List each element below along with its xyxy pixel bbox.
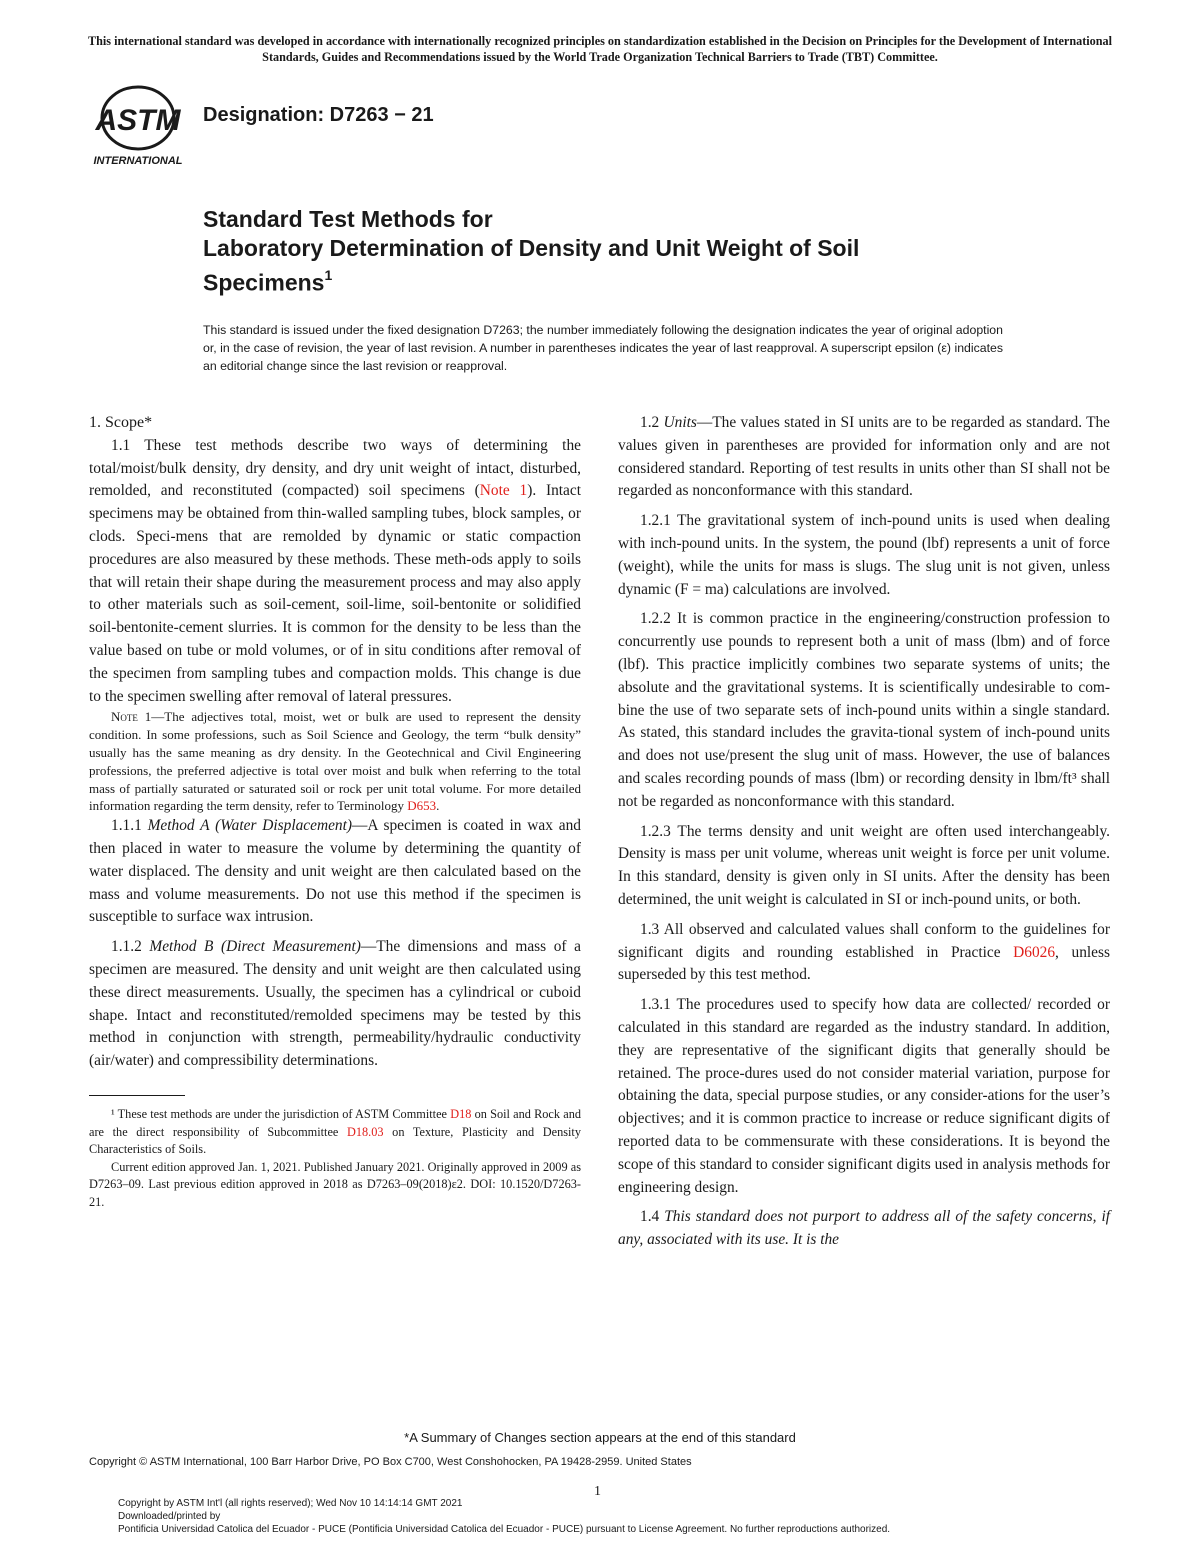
paragraph-1-2-3: 1.2.3 The terms density and unit weight are often used interchangeably. Density is mass per unit volume, whereas unit weight is force per unit volume. In this standard, density is given only in SI units. After the density has been determined, the unit weight is calculated in SI or inch-pound units, or both. [618, 822, 1110, 908]
footnote-edition: Current edition approved Jan. 1, 2021. Published January 2021. Originally approved in 2009 as D7263–09. Last previous edition approved in 2018 as D7263–09(2018)ε2. DOI: 10.1520/D7263-21. [89, 1159, 581, 1209]
paragraph-1-4: 1.4 This standard does not purport to address all of the safety concerns, if any, associated with its use. It is the [618, 1208, 1110, 1249]
d6026-link[interactable]: D6026 [1013, 943, 1056, 961]
title-footnote-mark: 1 [324, 267, 333, 283]
document-title [203, 205, 1103, 298]
svg-text:INTERNATIONAL: INTERNATIONAL [93, 155, 183, 167]
summary-of-changes-note: *A Summary of Changes section appears at the end of this standard [404, 1430, 796, 1445]
d18-link[interactable]: D18 [450, 1106, 472, 1121]
note-1-link[interactable]: Note 1 [479, 482, 528, 500]
footnote-divider [89, 1095, 185, 1096]
designation: Designation: D7263 − 21 [203, 104, 434, 126]
right-column [618, 412, 1110, 1252]
paragraph-1-1-1: 1.1.1 Method A (Water Displacement)—A specimen is coated in wax and then placed in water to measure the volume by determining the quantity of water displaced. The density and unit weight are then calculated based on the mass and volume measurements. Do not use this method if the specimen is susceptible to surface wax intrusion. [89, 817, 581, 926]
footer-line-1: Copyright by ASTM Int'l (all rights reserved); Wed Nov 10 14:14:14 GMT 2021 [118, 1498, 463, 1509]
svg-text:ASTM: ASTM [95, 104, 181, 137]
copyright-line: Copyright © ASTM International, 100 Barr Harbor Drive, PO Box C700, West Conshohocken, PA 19428-2959. United States [89, 1456, 692, 1468]
paragraph-1-3-1: 1.3.1 The procedures used to specify how data are collected/ recorded or calculated in this standard are regarded as the industry standard. In addition, they are representative of the significant digits that generally should be retained. The proce-dures used do not consider material variation, purpose for obtaining the data, special purpose studies, or any consider-ations for the user’s objectives; and it is common practice to increase or reduce significant digits of reported data to be commensurate with these considerations. It is beyond the scope of this standard to consider significant digits used in analysis methods for engineering design. [618, 996, 1110, 1196]
paragraph-1-3: 1.3 All observed and calculated values shall conform to the guidelines for significant digits and rounding established in Practice D6026, unless superseded by this test method. [618, 920, 1110, 984]
footnote-1: ¹ These test methods are under the jurisdiction of ASTM Committee D18 on Soil and Rock and are the direct responsibility of Subcommittee D18.03 on Texture, Plasticity and Density Characteristics of Soils. [89, 1106, 581, 1157]
footer-line-3: Pontificia Universidad Catolica del Ecuador - PUCE (Pontificia Universidad Catolica del Ecuador - PUCE) pursuant to License Agreement. No further reproductions authorized. [118, 1524, 891, 1535]
paragraph-1-2: 1.2 Units—The values stated in SI units are to be regarded as standard. The values given in parentheses are provided for information only and are not considered standard. Reporting of test results in units other than SI shall not be regarded as nonconformance with this standard. [618, 414, 1110, 500]
d653-link[interactable]: D653 [407, 798, 437, 814]
section-heading-scope: 1. Scope* [89, 414, 153, 431]
paragraph-1-1-2: 1.1.2 Method B (Direct Measurement)—The dimensions and mass of a specimen are measured. The density and unit weight are then calculated using these direct measurements. Usually, the specimen has a cylindrical or cuboid shape. Intact and reconstituted/remolded specimens may be tested by this method in conjunction with strength, permeability/hydraulic conductivity (air/water) and compressibility determinations. [89, 938, 582, 1070]
astm-logo-icon [90, 84, 190, 168]
top-notice: This international standard was developed in accordance with internationally recognized principles on standardization established in the Decision on Principles for the Development of International Standards, Guides and Recommendations issued by the World Trade Organization Technical Barriers to Trade (TBT) Committee. [88, 34, 1112, 64]
left-column [89, 412, 581, 1211]
title-line-2: Laboratory Determination of Density and Unit Weight of Soil [203, 235, 860, 261]
title-line-3: Specimens$^1$ [203, 267, 333, 296]
footer-line-2: Downloaded/printed by [118, 1511, 221, 1522]
d18-03-link[interactable]: D18.03 [347, 1124, 384, 1139]
paragraph-1-1: 1.1 These test methods describe two ways of determining the total/moist/bulk density, dry density, and dry unit weight of intact, disturbed, remolded, and reconstituted (compacted) soil specimens (Note 1). Intact specimens may be obtained from thin-walled sampling tubes, block samples, or clods. Speci-mens that are remolded by dynamic or static compaction procedures are also measured by these methods. These meth-ods apply to soils that will retain their shape during the measurement process and may also apply to other materials such as soil-cement, soil-lime, soil-bentonite or solidified soil-bentonite-cement slurries. It is common for the density to be less than the value based on tube or mold volumes, or of in situ conditions after removal of the specimen from sampling tubes and compaction molds. This change is due to the specimen swelling after removal of lateral pressures. [89, 436, 581, 705]
download-footer [118, 1497, 1118, 1536]
title-line-1: Standard Test Methods for [203, 206, 493, 232]
paragraph-1-2-2: 1.2.2 It is common practice in the engineering/construction profession to concurrently use pounds to represent both a unit of mass (lbm) and of force (lbf). This practice implicitly combines two separate systems of units; the absolute and the gravitational systems. It is scientifically undesirable to com-bine the use of two separate sets of inch-pound units within a single standard. As stated, this standard includes the gravita-tional system of inch-pound units and does not use/present the slug unit of mass. However, the use of balances and scales recording pounds of mass (lbm) or recording density in lbm/ft³ shall not be regarded as nonconformance with this standard. [618, 610, 1110, 810]
issuance-statement: This standard is issued under the fixed designation D7263; the number immediately following the designation indicates the year of original adoption or, in the case of revision, the year of last revision. A number in parentheses indicates the year of last reapproval. A superscript epsilon (ε) indicates an editorial change since the last revision or reapproval. [203, 323, 1003, 373]
page-number: 1 [594, 1484, 601, 1499]
paragraph-1-2-1: 1.2.1 The gravitational system of inch-pound units is used when dealing with inch-pound units. In the system, the pound (lbf) represents a unit of force (weight), while the units for mass is slugs. The slug unit is not given, unless dynamic (F = ma) calculations are involved. [618, 512, 1110, 598]
note-1: Note 1—The adjectives total, moist, wet or bulk are used to represent the density condition. In some professions, such as Soil Science and Geology, the term “bulk density” usually has the same meaning as dry density. In the Geotechnical and Civil Engineering professions, the preferred adjective is total over moist and bulk when referring to the total mass of partially saturated or saturated soil or rock per unit total volume. For more detailed information regarding the term density, refer to Terminology D653. [89, 709, 582, 814]
